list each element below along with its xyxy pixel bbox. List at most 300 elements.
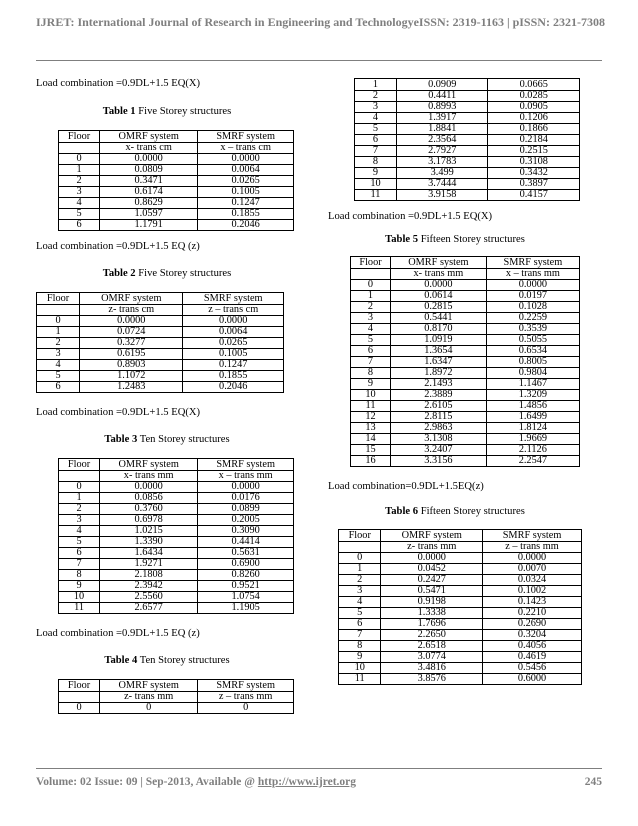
table-cell: 0.5055	[486, 335, 579, 346]
table-cell: 0.1206	[488, 113, 580, 124]
table-row	[351, 412, 580, 423]
table-cell: 0.0000	[198, 482, 294, 493]
table-row	[351, 456, 580, 467]
table-row	[37, 360, 284, 371]
table-cell: 7	[339, 630, 381, 641]
table-cell: OMRF system	[80, 293, 183, 305]
table-cell: Floor	[37, 293, 80, 305]
table-cell: 0.4056	[483, 641, 582, 652]
table-3-caption	[36, 434, 298, 446]
table-cell: 0.0809	[100, 165, 198, 176]
table-cell: 6	[59, 548, 100, 559]
table-4-title: Ten Storey structures	[139, 655, 230, 666]
table-cell: 1.3338	[381, 608, 483, 619]
table-cell: 1	[59, 165, 100, 176]
table-cell: 11	[351, 401, 391, 412]
table-cell: 0.8903	[80, 360, 183, 371]
table-row	[355, 157, 580, 168]
table-row	[355, 79, 580, 91]
table-cell: 0.6900	[198, 559, 294, 570]
table-cell: 1.9271	[100, 559, 198, 570]
table-row	[339, 586, 582, 597]
table-row	[339, 641, 582, 652]
table-cell: 4	[59, 526, 100, 537]
table-cell: 3.1783	[396, 157, 488, 168]
right-column	[328, 78, 582, 685]
table-cell: 0.9804	[486, 368, 579, 379]
table-2-title: Five Storey structures	[138, 268, 232, 279]
table-3-label: Table 3	[104, 434, 138, 445]
page-header	[36, 8, 605, 30]
table-cell: 0.1005	[198, 187, 294, 198]
table-row	[59, 526, 294, 537]
table-cell: 3	[37, 349, 80, 360]
table-cell: 1.9669	[486, 434, 579, 445]
table-1	[58, 130, 294, 231]
table-cell: 2.8115	[391, 412, 487, 423]
table-4-label: Table 4	[104, 655, 138, 666]
table-cell: 2.7927	[396, 146, 488, 157]
table-cell: 6	[355, 135, 397, 146]
table-cell: SMRF system	[183, 293, 284, 305]
table-row	[339, 575, 582, 586]
table-cell: 0.3760	[100, 504, 198, 515]
table-cell: 2	[59, 504, 100, 515]
table-cell: 0.2046	[198, 220, 294, 231]
table-row	[59, 187, 294, 198]
table-cell: 14	[351, 434, 391, 445]
table-cell: SMRF system	[198, 459, 294, 471]
table-cell: Floor	[339, 530, 381, 542]
table-cell: 0.0176	[198, 493, 294, 504]
table-cell: OMRF system	[100, 131, 198, 143]
table-row	[351, 368, 580, 379]
header-divider	[36, 60, 602, 61]
table-row	[351, 390, 580, 401]
table-row	[37, 371, 284, 382]
table-cell: z- trans cm	[80, 305, 183, 316]
table-cell: 0.2046	[183, 382, 284, 393]
table-cell: 0.1855	[183, 371, 284, 382]
table-cell	[339, 542, 381, 553]
table-cell: 5	[355, 124, 397, 135]
table-cell: 1.8841	[396, 124, 488, 135]
table-cell: SMRF system	[198, 131, 294, 143]
table-row	[351, 379, 580, 390]
table-cell: 13	[351, 423, 391, 434]
table-cell: 0.0000	[486, 280, 579, 291]
table-row	[355, 168, 580, 179]
table-cell: SMRF system	[483, 530, 582, 542]
table-row	[339, 553, 582, 564]
table-cell: 0.0899	[198, 504, 294, 515]
table-cell: 1.3654	[391, 346, 487, 357]
table-cell: 2.3889	[391, 390, 487, 401]
load-combination-4: Load combination =0.9DL+1.5 EQ (z)	[36, 628, 200, 639]
table-cell: 4	[339, 597, 381, 608]
table-cell: 0.0909	[396, 79, 488, 91]
table-row	[339, 564, 582, 575]
table-cell: z- trans mm	[381, 542, 483, 553]
table-cell: Floor	[351, 257, 391, 269]
table-4-caption	[36, 655, 298, 667]
table-header-row	[351, 257, 580, 269]
table-cell: 8	[339, 641, 381, 652]
table-cell: 0.4157	[488, 190, 580, 201]
table-header-row	[59, 680, 294, 692]
table-cell: Floor	[59, 131, 100, 143]
table-3	[58, 458, 294, 614]
table-cell: 0	[59, 482, 100, 493]
table-cell: 1.0919	[391, 335, 487, 346]
table-cell: 0.3277	[80, 338, 183, 349]
table-cell: 4	[59, 198, 100, 209]
table-cell: 0.0265	[198, 176, 294, 187]
table-row	[351, 291, 580, 302]
table-cell: Floor	[59, 680, 100, 692]
table-6-title: Fifteen Storey structures	[420, 506, 525, 517]
load-combination-6: Load combination=0.9DL+1.5EQ(z)	[328, 481, 484, 492]
table-cell	[59, 692, 100, 703]
table-row	[59, 581, 294, 592]
load-combination-1: Load combination =0.9DL+1.5 EQ(X)	[36, 78, 201, 89]
table-cell: 2.1808	[100, 570, 198, 581]
table-cell: x- trans mm	[391, 269, 487, 280]
table-header-row	[37, 293, 284, 305]
table-cell: 0.9521	[198, 581, 294, 592]
table-cell: 0.0614	[391, 291, 487, 302]
table-cell: 0.1866	[488, 124, 580, 135]
table-cell: 1	[37, 327, 80, 338]
table-6	[338, 529, 582, 685]
table-cell: 1	[355, 79, 397, 91]
table-cell: 0.2427	[381, 575, 483, 586]
table-5-title: Fifteen Storey structures	[420, 234, 525, 245]
table-cell: 3.2407	[391, 445, 487, 456]
issn-text: eISSN: 2319-1163 | pISSN: 2321-7308	[413, 15, 605, 29]
table-cell: 0.5471	[381, 586, 483, 597]
table-cell: 0.0000	[100, 482, 198, 493]
table-cell: 6	[339, 619, 381, 630]
table-row	[59, 592, 294, 603]
table-cell: 1.1467	[486, 379, 579, 390]
table-row	[351, 401, 580, 412]
table-cell: 2	[59, 176, 100, 187]
table-cell: 0.9198	[381, 597, 483, 608]
table-cell: 8	[59, 570, 100, 581]
table-cell: 3.1308	[391, 434, 487, 445]
table-cell: 0.8170	[391, 324, 487, 335]
table-cell: 12	[351, 412, 391, 423]
table-cell: x – trans mm	[198, 471, 294, 482]
table-cell: 2.9863	[391, 423, 487, 434]
table-5-label: Table 5	[385, 234, 419, 245]
table-units-row	[59, 143, 294, 154]
table-units-row	[59, 692, 294, 703]
table-cell: 2	[37, 338, 80, 349]
table-cell: 0.6978	[100, 515, 198, 526]
table-cell: 0.2815	[391, 302, 487, 313]
table-cell: 15	[351, 445, 391, 456]
table-cell: 2.6518	[381, 641, 483, 652]
table-row	[37, 382, 284, 393]
table-cell: 2.3942	[100, 581, 198, 592]
table-cell: z- trans mm	[100, 692, 198, 703]
table-cell: 0.1028	[486, 302, 579, 313]
table-cell: 0.6174	[100, 187, 198, 198]
table-cell: 1.8124	[486, 423, 579, 434]
table-cell: 0.5456	[483, 663, 582, 674]
table-cell: 6	[351, 346, 391, 357]
table-row	[339, 674, 582, 685]
table-cell: 0.0000	[80, 316, 183, 327]
table-cell: 11	[59, 603, 100, 614]
table-row	[59, 482, 294, 493]
table-cell: 0.3897	[488, 179, 580, 190]
table-cell: 2.6105	[391, 401, 487, 412]
table-cell: 3.9158	[396, 190, 488, 201]
table-cell: 8	[351, 368, 391, 379]
footer-volume-text: Volume: 02 Issue: 09 | Sep-2013, Available @	[36, 776, 258, 788]
table-row	[351, 346, 580, 357]
table-cell: 0.6000	[483, 674, 582, 685]
table-cell: 0.3204	[483, 630, 582, 641]
table-cell: 2.3564	[396, 135, 488, 146]
table-row	[355, 113, 580, 124]
table-cell: 1.2483	[80, 382, 183, 393]
table-cell: 4	[355, 113, 397, 124]
table-cell: 1	[59, 493, 100, 504]
table-cell: x- trans mm	[100, 471, 198, 482]
table-row	[351, 313, 580, 324]
table-cell: 0.0197	[486, 291, 579, 302]
table-cell: 0.0324	[483, 575, 582, 586]
table-cell: 0.1005	[183, 349, 284, 360]
table-cell: 0.8005	[486, 357, 579, 368]
table-cell: 10	[355, 179, 397, 190]
table-cell: 1.0754	[198, 592, 294, 603]
table-row	[59, 176, 294, 187]
table-cell: 7	[351, 357, 391, 368]
table-row	[339, 608, 582, 619]
table-row	[351, 324, 580, 335]
table-cell: 2	[355, 91, 397, 102]
page-footer	[36, 776, 602, 788]
table-row	[59, 515, 294, 526]
table-1-caption	[36, 106, 298, 118]
table-cell: 3	[59, 515, 100, 526]
table-row	[37, 327, 284, 338]
table-row	[355, 179, 580, 190]
table-cell: 0.0000	[100, 154, 198, 165]
table-header-row	[339, 530, 582, 542]
footer-link[interactable]: http://www.ijret.org	[257, 776, 357, 788]
table-3-title: Ten Storey structures	[139, 434, 230, 445]
table-cell: 9	[59, 581, 100, 592]
table-cell: 1.7696	[381, 619, 483, 630]
table-cell: 0.5441	[391, 313, 487, 324]
table-cell: 0.1423	[483, 597, 582, 608]
table-cell: 10	[339, 663, 381, 674]
table-row	[59, 165, 294, 176]
table-cell: 0.3471	[100, 176, 198, 187]
table-cell: 0.4619	[483, 652, 582, 663]
table-cell: 0.0285	[488, 91, 580, 102]
table-1-title: Five Storey structures	[138, 106, 232, 117]
table-cell	[59, 471, 100, 482]
table-cell: 0.3108	[488, 157, 580, 168]
table-cell: SMRF system	[198, 680, 294, 692]
table-cell: 0.1855	[198, 209, 294, 220]
table-header-row	[59, 131, 294, 143]
table-cell	[59, 143, 100, 154]
table-row	[59, 493, 294, 504]
table-row	[355, 102, 580, 113]
table-cell: 1.3917	[396, 113, 488, 124]
load-combination-3: Load combination =0.9DL+1.5 EQ(X)	[36, 407, 201, 418]
table-row	[351, 445, 580, 456]
table-units-row	[339, 542, 582, 553]
table-cell: 7	[59, 559, 100, 570]
table-cell: 0.0265	[183, 338, 284, 349]
table-cell: 5	[351, 335, 391, 346]
table-cell: 0.3090	[198, 526, 294, 537]
table-cell: 0.0452	[381, 564, 483, 575]
table-cell: 4	[351, 324, 391, 335]
table-cell: 3	[59, 187, 100, 198]
table-cell: 0.6195	[80, 349, 183, 360]
table-row	[339, 652, 582, 663]
table-cell: 1.1905	[198, 603, 294, 614]
load-combination-5: Load combination =0.9DL+1.5 EQ(X)	[328, 211, 493, 222]
table-row	[351, 357, 580, 368]
table-units-row	[351, 269, 580, 280]
table-cell: OMRF system	[100, 459, 198, 471]
table-cell: 0.6534	[486, 346, 579, 357]
table-cell: 11	[355, 190, 397, 201]
table-cell: x – trans mm	[486, 269, 579, 280]
table-row	[355, 91, 580, 102]
table-row	[351, 434, 580, 445]
table-cell: z – trans mm	[483, 542, 582, 553]
table-cell: 1.6347	[391, 357, 487, 368]
table-cell: 4	[37, 360, 80, 371]
table-row	[37, 349, 284, 360]
table-cell: 1.3209	[486, 390, 579, 401]
table-cell: 9	[355, 168, 397, 179]
table-cell: 0.0724	[80, 327, 183, 338]
footer-volume	[36, 776, 356, 788]
table-cell: OMRF system	[381, 530, 483, 542]
table-cell: 5	[37, 371, 80, 382]
table-cell: 0.2515	[488, 146, 580, 157]
table-cell: 0.1247	[198, 198, 294, 209]
table-cell: 6	[59, 220, 100, 231]
table-2-label: Table 2	[102, 268, 136, 279]
table-cell: 1.6499	[486, 412, 579, 423]
table-cell: 7	[355, 146, 397, 157]
table-cell: 0.0070	[483, 564, 582, 575]
table-cell: 1.3390	[100, 537, 198, 548]
table-cell: 2.2547	[486, 456, 579, 467]
table-cell: 1.1072	[80, 371, 183, 382]
table-cell: 1	[351, 291, 391, 302]
table-cell: 6	[37, 382, 80, 393]
table-cell: 0.3432	[488, 168, 580, 179]
table-cell: z – trans cm	[183, 305, 284, 316]
table-4-continued	[354, 78, 580, 201]
table-4	[58, 679, 294, 714]
table-cell: 1.0215	[100, 526, 198, 537]
table-5-caption	[328, 234, 582, 246]
table-cell: 5	[59, 537, 100, 548]
table-cell: 1.0597	[100, 209, 198, 220]
table-cell: 0	[198, 703, 294, 714]
table-cell: 0.0000	[381, 553, 483, 564]
table-cell: 1	[339, 564, 381, 575]
table-cell: 3.8576	[381, 674, 483, 685]
table-cell: 0.5631	[198, 548, 294, 559]
table-cell: 0	[59, 154, 100, 165]
table-row	[59, 504, 294, 515]
table-cell: 2.2650	[381, 630, 483, 641]
table-cell: z – trans mm	[198, 692, 294, 703]
load-combination-2: Load combination =0.9DL+1.5 EQ (z)	[36, 241, 200, 252]
table-cell: 3.0774	[381, 652, 483, 663]
table-units-row	[59, 471, 294, 482]
table-cell: 11	[339, 674, 381, 685]
table-row	[351, 423, 580, 434]
table-row	[59, 220, 294, 231]
table-cell: 0.0000	[391, 280, 487, 291]
table-cell: 3	[351, 313, 391, 324]
table-row	[339, 619, 582, 630]
table-row	[59, 548, 294, 559]
table-cell: 0	[59, 703, 100, 714]
table-cell: 5	[339, 608, 381, 619]
table-6-label: Table 6	[385, 506, 419, 517]
left-column	[36, 78, 298, 714]
table-cell: 0.0000	[483, 553, 582, 564]
table-cell: 3	[355, 102, 397, 113]
table-cell: 10	[351, 390, 391, 401]
table-cell: 1.1791	[100, 220, 198, 231]
table-cell: 0.0856	[100, 493, 198, 504]
table-cell: 3	[339, 586, 381, 597]
footer-divider	[36, 768, 602, 769]
table-cell: 3.499	[396, 168, 488, 179]
table-row	[351, 280, 580, 291]
table-row	[355, 146, 580, 157]
table-row	[351, 335, 580, 346]
table-cell: 0.8993	[396, 102, 488, 113]
table-row	[59, 703, 294, 714]
table-row	[355, 190, 580, 201]
table-cell: 3.7444	[396, 179, 488, 190]
table-cell: 0	[339, 553, 381, 564]
table-row	[339, 630, 582, 641]
page-number: 245	[584, 776, 602, 788]
table-cell: 0.0905	[488, 102, 580, 113]
table-row	[339, 597, 582, 608]
table-2	[36, 292, 284, 393]
table-cell: 0.1247	[183, 360, 284, 371]
table-row	[355, 135, 580, 146]
table-row	[37, 338, 284, 349]
table-cell: 2	[339, 575, 381, 586]
table-cell: OMRF system	[391, 257, 487, 269]
table-cell: 2.5560	[100, 592, 198, 603]
